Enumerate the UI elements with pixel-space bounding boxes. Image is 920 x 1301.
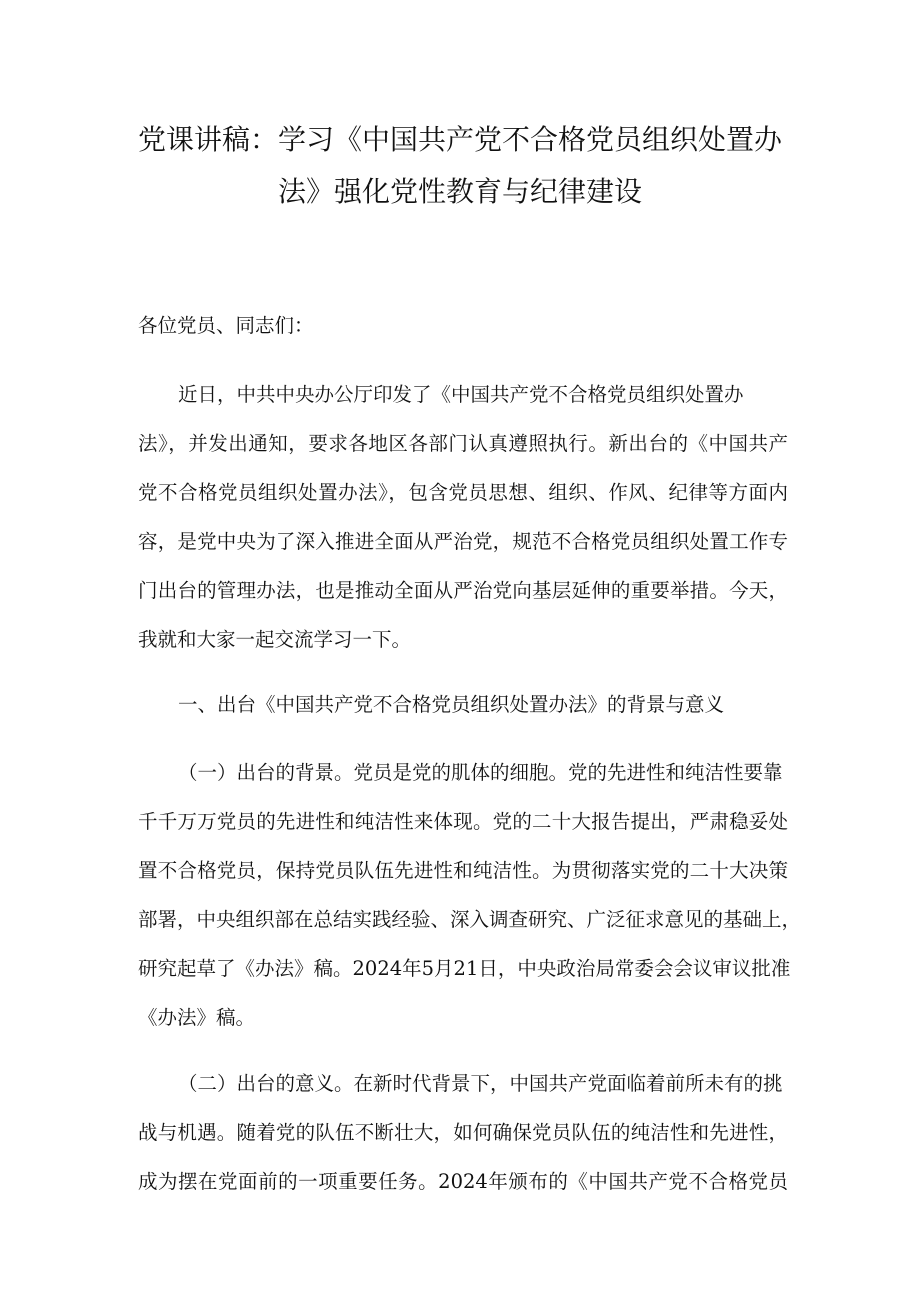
section-heading-1: 一、出台《中国共产党不合格党员组织处置办法》的背景与意义 (178, 693, 725, 716)
document-title-line-2: 法》强化党性教育与纪律建设 (277, 175, 642, 208)
paragraph-1-line-6: 我就和大家一起交流学习一下。 (138, 628, 412, 651)
paragraph-3-line-3: 置不合格党员，保持党员队伍先进性和纯洁性。为贯彻落实党的二十大决策 (138, 859, 788, 882)
paragraph-4-line-3: 成为摆在党面前的一项重要任务。2024年颁布的《中国共产党不合格党员 (138, 1170, 788, 1193)
paragraph-4-line-2: 战与机遇。随着党的队伍不断壮大，如何确保党员队伍的纯洁性和先进性， (138, 1121, 788, 1144)
paragraph-1-line-4: 容，是党中央为了深入推进全面从严治党，规范不合格党员组织处置工作专 (138, 530, 788, 553)
paragraph-3-line-1: （一）出台的背景。党员是党的肌体的细胞。党的先进性和纯洁性要靠 (178, 761, 783, 784)
paragraph-3-line-4: 部署，中央组织部在总结实践经验、深入调查研究、广泛征求意见的基础上， (138, 908, 802, 931)
document-title-line-1: 党课讲稿：学习《中国共产党不合格党员组织处置办 (137, 123, 782, 156)
paragraph-1-line-1: 近日，中共中央办公厅印发了《中国共产党不合格党员组织处置办 (178, 383, 744, 406)
paragraph-1-line-2: 法》，并发出通知，要求各地区各部门认真遵照执行。新出台的《中国共产 (138, 432, 788, 455)
paragraph-3-line-2: 千千万万党员的先进性和纯洁性来体现。党的二十大报告提出，严肃稳妥处 (138, 810, 788, 833)
paragraph-3-line-6: 《办法》稿。 (138, 1006, 256, 1029)
paragraph-1-line-5: 门出台的管理办法，也是推动全面从严治党向基层延伸的重要举措。今天， (138, 579, 788, 602)
salutation: 各位党员、同志们： (138, 314, 314, 337)
paragraph-3-line-5: 研究起草了《办法》稿。2024年5月21日，中央政治局常委会会议审议批准 (138, 957, 791, 980)
paragraph-1-line-3: 党不合格党员组织处置办法》，包含党员思想、组织、作风、纪律等方面内 (138, 481, 788, 504)
paragraph-4-line-1: （二）出台的意义。在新时代背景下，中国共产党面临着前所未有的挑 (178, 1072, 783, 1095)
